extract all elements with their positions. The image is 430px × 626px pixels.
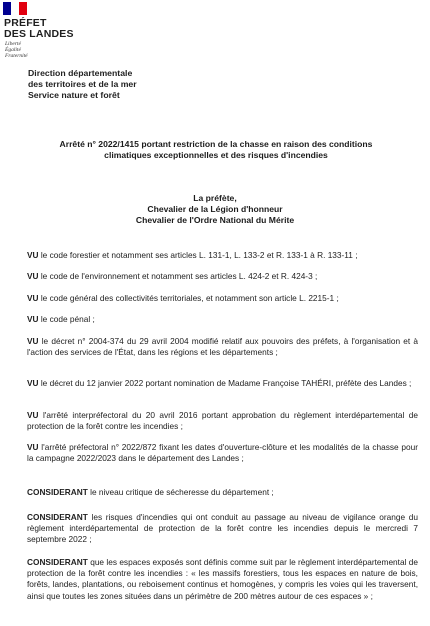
motto-egalite: Égalité [5, 47, 21, 53]
vu-paragraph: VU le code de l'environnement et notamment ses articles L. 424-2 et R. 424-3 ; [27, 271, 318, 281]
vu-paragraph: VU le décret du 12 janvier 2022 portant nomination de Madame Françoise TAHÉRI, préfète des Landes ; [27, 378, 412, 388]
vu-paragraph: VU le code forestier et notamment ses articles L. 131-1, L. 133-2 et R. 133-1 à R. 133-11 ; [27, 250, 358, 260]
direction-line: Service nature et forêt [28, 90, 120, 100]
direction-line: Direction départementale [28, 68, 133, 78]
vu-paragraph: VU le code pénal ; [27, 314, 95, 324]
direction-block [28, 68, 137, 101]
considerant-paragraph: CONSIDERANT le niveau critique de sécheresse du département ; [27, 487, 274, 497]
motto-liberte: Liberté [5, 41, 21, 47]
motto-fraternite: Fraternité [5, 53, 28, 59]
prefet-title-line2: DES LANDES [4, 28, 74, 40]
french-flag-icon [3, 2, 27, 15]
vu-paragraph: VU l'arrêté interpréfectoral du 20 avril 2016 portant approbation du règlement interdépartemental de protection de la forêt contre les incendies ; [27, 410, 418, 432]
considerant-paragraph: CONSIDERANT les risques d'incendies qui ont conduit au passage au niveau de vigilance orange du règlement interdépartemental de protection de la forêt contre les incendies depuis le mercredi 7 septembre 2022 ; [27, 512, 418, 545]
direction-line: des territoires et de la mer [28, 79, 137, 89]
arrete-title: Arrêté n° 2022/1415 portant restriction de la chasse en raison des conditions climatiques exceptionnelles et des risques d'incendies [59, 139, 373, 160]
vu-paragraph: VU le code général des collectivités territoriales, et notamment son article L. 2215-1 ; [27, 293, 339, 303]
vu-paragraph: VU le décret n° 2004-374 du 29 avril 2004 modifié relatif aux pouvoirs des préfets, à l'organisation et à l'action des services de l'État, dans les régions et les départements ; [27, 336, 418, 358]
prefete-line: La préfète, [193, 193, 237, 203]
prefete-line: Chevalier de l'Ordre National du Mérite [135, 215, 295, 225]
prefet-title-line1: PRÉFET [4, 17, 47, 29]
prefete-block [0, 193, 430, 226]
vu-paragraph: VU l'arrêté préfectoral n° 2022/872 fixant les dates d'ouverture-clôture et les modalités de la chasse pour la campagne 2022/2023 dans le département des Landes ; [27, 442, 419, 464]
considerant-paragraph: CONSIDERANT que les espaces exposés sont définis comme suit par le règlement interdépartemental de protection de la forêt contre les incendies : « les massifs forestiers, tous les espaces en nature de bois, forêts, landes, plantations, ou reboisement continus et homogènes, y compris les voies qui les traversent, ainsi que toutes les zones situées dans un périmètre de 200 mètres autour de ces espaces » ; [27, 557, 418, 601]
prefete-line: Chevalier de la Légion d'honneur [147, 204, 283, 214]
